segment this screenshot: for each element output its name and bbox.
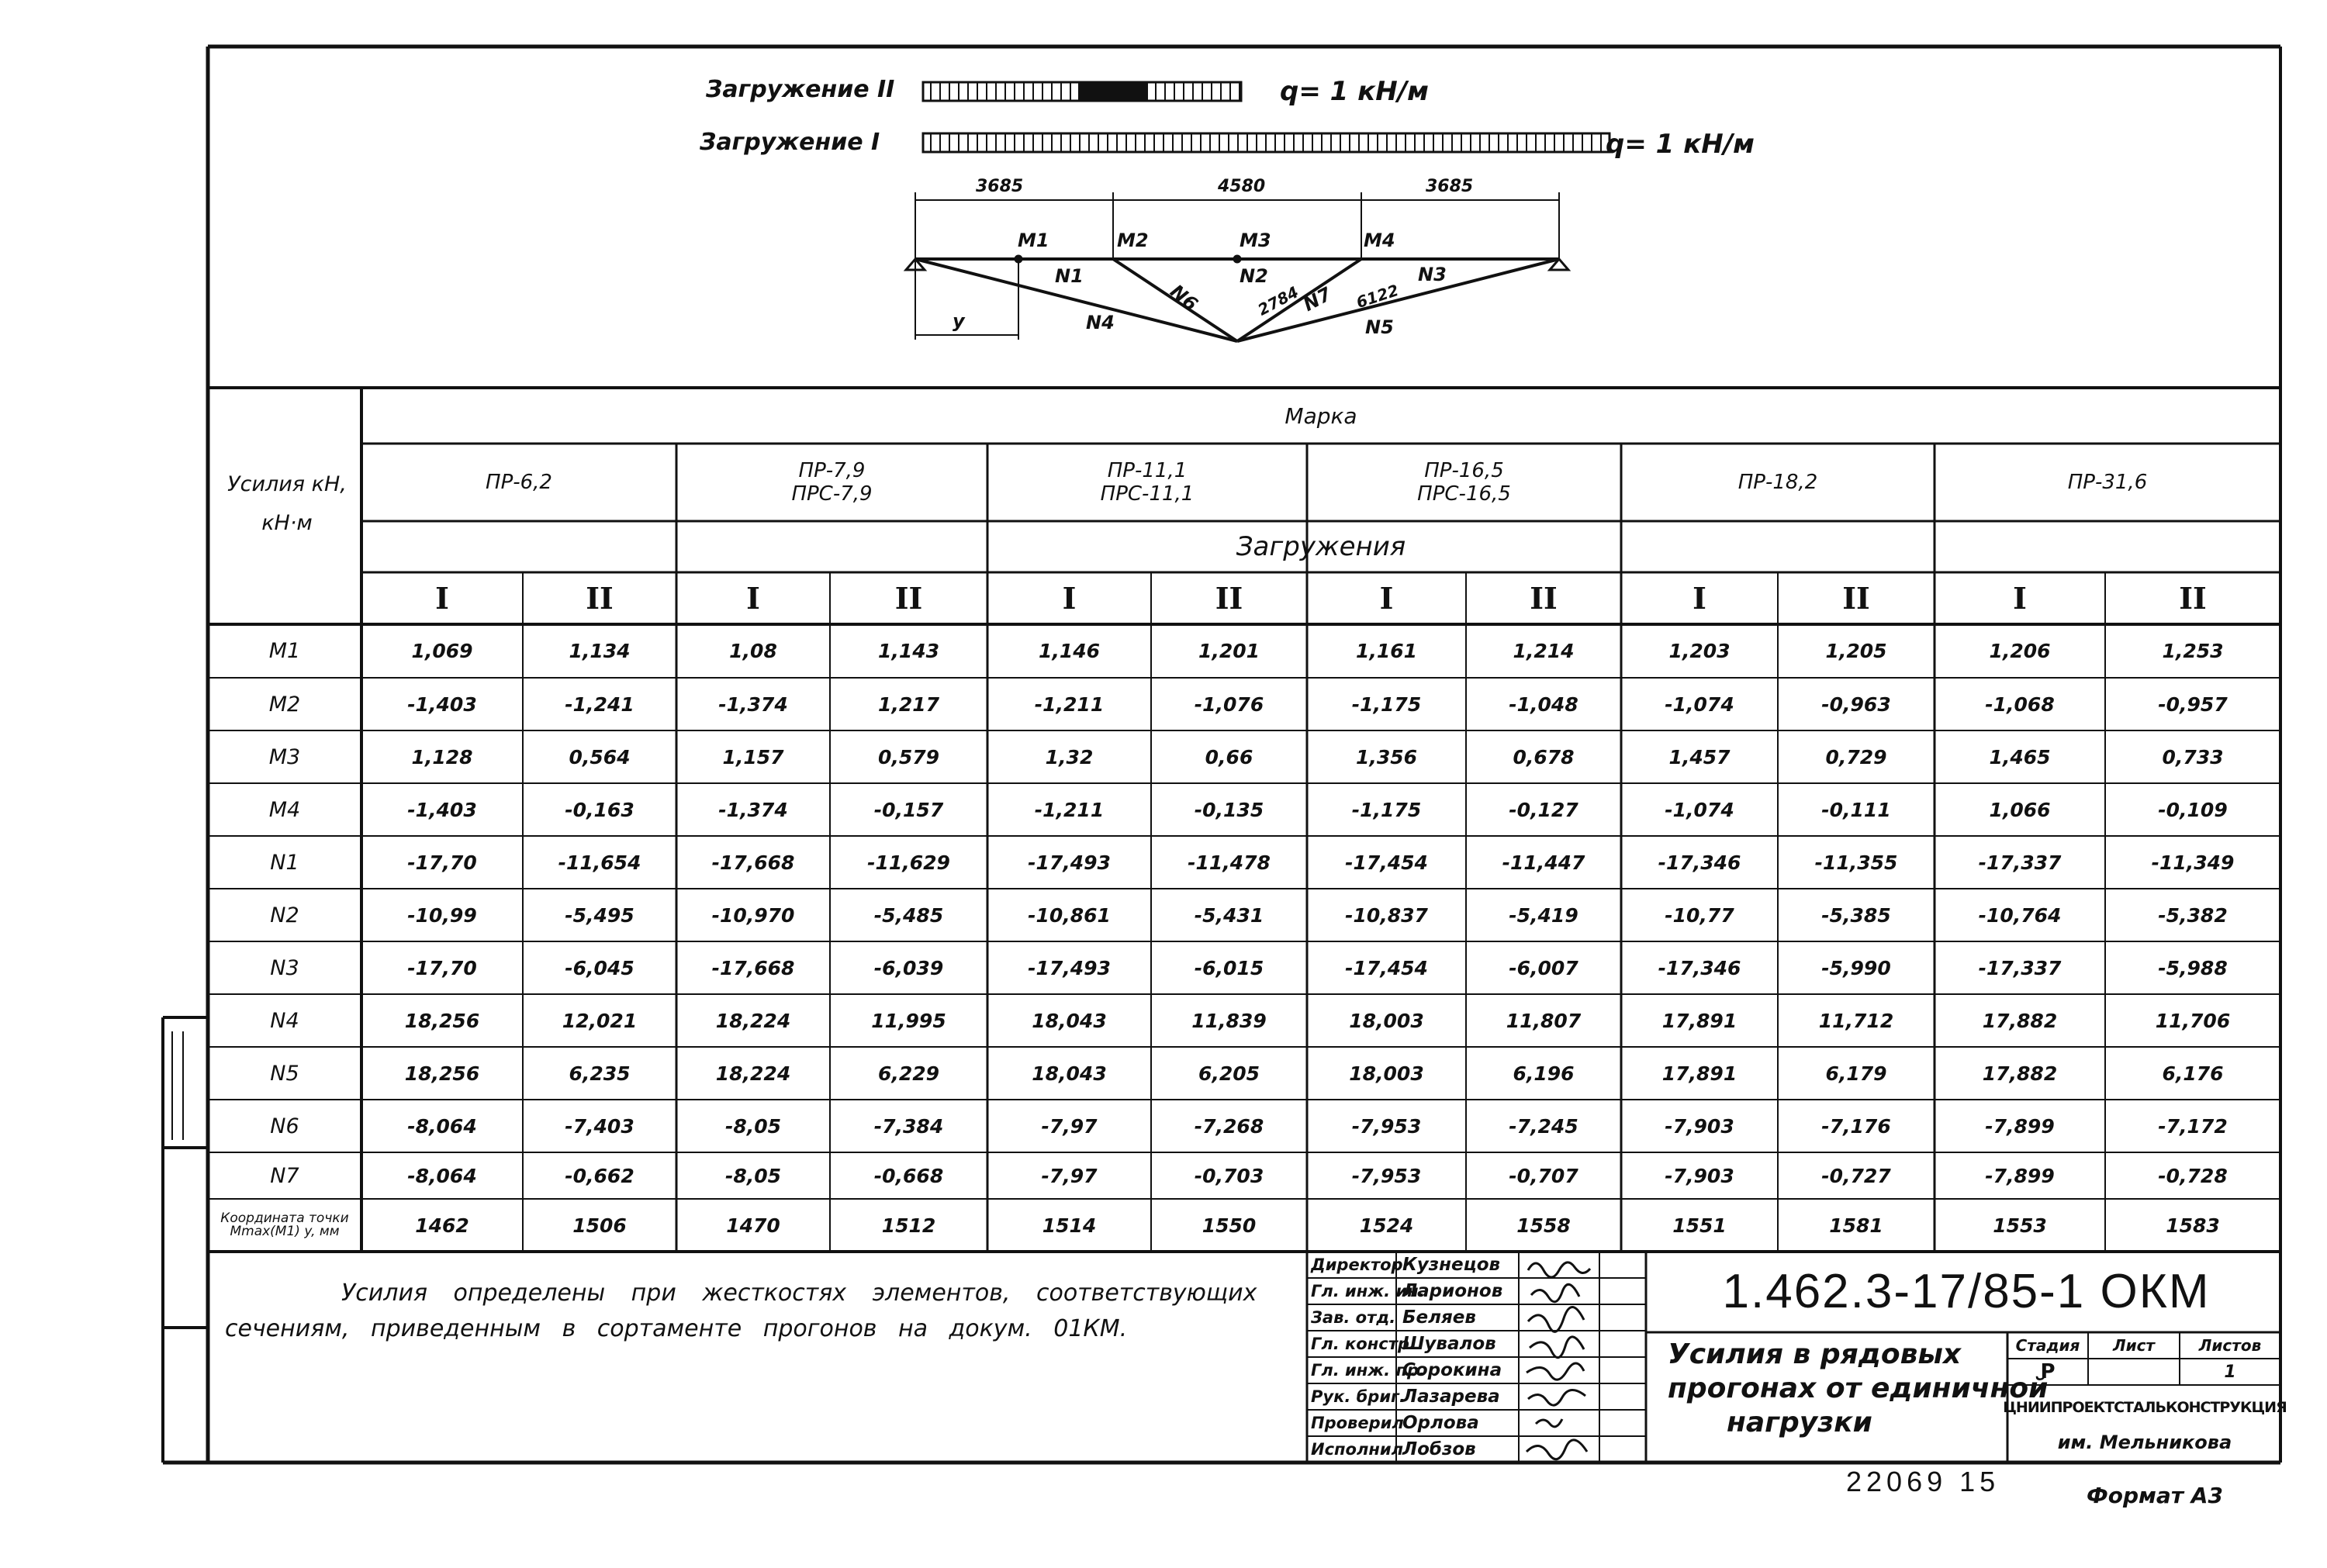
format-label: Формат А3	[2087, 1483, 2223, 1508]
load-col-header: II	[894, 581, 923, 616]
drawing-title-line-3: нагрузки	[1727, 1407, 1872, 1438]
table-cell: -17,70	[407, 851, 477, 874]
table-cell: -8,064	[407, 1164, 477, 1187]
table-cell: -7,403	[565, 1114, 634, 1138]
sheet-value	[2088, 1359, 2180, 1385]
table-cell: -11,629	[867, 851, 950, 874]
mark-line-1: ПР-31,6	[2067, 471, 2148, 494]
table-cell: 1,253	[2162, 640, 2224, 662]
table-cell: -11,355	[1814, 851, 1898, 874]
load-col-header: I	[1693, 581, 1706, 616]
row-label: N5	[270, 1061, 299, 1086]
organization-name: ЦНИИПРОЕКТСТАЛЬКОНСТРУКЦИЯ	[2003, 1399, 2287, 1416]
table-cell: -0,668	[873, 1164, 944, 1187]
stamp-role: Исполнил	[1311, 1440, 1403, 1459]
mark-line-1: ПР-18,2	[1737, 471, 1818, 494]
table-cell: 0,733	[2162, 745, 2224, 768]
table-cell: -5,495	[565, 903, 634, 927]
table-cell: -8,064	[407, 1114, 477, 1138]
table-cell: 1470	[726, 1214, 780, 1237]
table-cell: 17,882	[1982, 1009, 2058, 1032]
loadings-header: Загружения	[1236, 531, 1406, 562]
table-cell: -1,403	[407, 798, 477, 821]
stamp-name: Ларионов	[1402, 1281, 1503, 1301]
table-cell: 1,32	[1045, 745, 1094, 768]
table-cell: 18,224	[715, 1062, 791, 1085]
organization-subtitle: им. Мельникова	[2057, 1432, 2232, 1453]
table-cell: -1,241	[565, 692, 634, 716]
table-cell: -17,346	[1658, 851, 1741, 874]
table-cell: -0,957	[2158, 692, 2228, 716]
stamp-name: Шувалов	[1402, 1334, 1496, 1354]
table-cell: 0,678	[1513, 745, 1575, 768]
truss-diagram	[906, 192, 1568, 341]
table-cell: -7,172	[2158, 1114, 2228, 1138]
label-M2: M2	[1117, 230, 1149, 251]
stamp-role: Директор	[1311, 1255, 1403, 1274]
stamp-name: Лазарева	[1402, 1387, 1500, 1407]
stamp-role: Проверил	[1311, 1414, 1404, 1432]
row-label: M2	[268, 692, 301, 717]
table-cell: 1462	[415, 1214, 469, 1237]
drawing-title-line-1: Усилия в рядовых	[1668, 1338, 1962, 1370]
table-cell: 6,205	[1198, 1062, 1260, 1085]
mark-header	[361, 444, 676, 521]
table-cell: -0,727	[1821, 1164, 1891, 1187]
table-cell: 1,457	[1668, 745, 1731, 768]
table-cell: -1,076	[1194, 692, 1264, 716]
forces-header: Усилия кН, кН·м	[227, 472, 347, 535]
table-cell: -1,211	[1034, 692, 1105, 716]
table-cell: -0,109	[2158, 798, 2228, 821]
table-cell: -1,068	[1985, 692, 2055, 716]
q-II-label: q= 1 кН/м	[1280, 76, 1429, 107]
load-col-header: I	[435, 581, 449, 616]
load-col-header: I	[2013, 581, 2027, 616]
row-label: M1	[268, 639, 301, 663]
table-cell: -7,176	[1821, 1114, 1891, 1138]
mark-line-2: ПРС-11,1	[1100, 482, 1195, 506]
mark-header	[1621, 444, 1935, 521]
table-cell: -0,111	[1821, 798, 1891, 821]
table-cell: 1583	[2166, 1214, 2220, 1237]
table-cell: -7,268	[1194, 1114, 1264, 1138]
table-cell: -10,764	[1978, 903, 2062, 927]
table-cell: 11,807	[1506, 1009, 1582, 1032]
table-cell: 1512	[881, 1214, 936, 1237]
table-cell: -17,668	[711, 956, 795, 979]
label-N4: N4	[1086, 312, 1115, 333]
stamp-name: Лобзов	[1402, 1439, 1476, 1459]
table-cell: -17,454	[1345, 851, 1428, 874]
table-cell: -0,707	[1509, 1164, 1578, 1187]
load-col-header: II	[586, 581, 614, 616]
table-cell: 6,196	[1513, 1062, 1575, 1085]
dim-right: 3685	[1426, 177, 1474, 196]
stamp-role: Гл. констр.	[1311, 1335, 1416, 1353]
table-cell: -17,668	[711, 851, 795, 874]
table-cell: -8,05	[724, 1164, 782, 1187]
load-col-header: II	[1215, 581, 1243, 616]
load-col-header: I	[746, 581, 760, 616]
table-cell: 1,203	[1668, 640, 1731, 662]
table-cell: 6,179	[1825, 1062, 1887, 1085]
load-I-label: Загружение I	[700, 129, 880, 156]
table-cell: 1,128	[411, 745, 473, 768]
table-cell: -1,403	[407, 692, 477, 716]
mark-line-1: ПР-16,5	[1424, 459, 1504, 482]
table-cell: -17,337	[1978, 851, 2062, 874]
row-label: N3	[270, 955, 299, 980]
table-cell: 11,995	[871, 1009, 946, 1032]
table-cell: -0,127	[1509, 798, 1578, 821]
table-cell: -1,374	[718, 692, 788, 716]
table-cell: 1,069	[411, 640, 473, 662]
table-cell: 0,564	[569, 745, 631, 768]
label-N5: N5	[1365, 316, 1394, 338]
mark-header	[1935, 444, 2280, 521]
label-M1: M1	[1018, 230, 1049, 251]
table-cell: -5,990	[1821, 956, 1891, 979]
footer-number: 22069 15	[1846, 1466, 2000, 1497]
label-N3: N3	[1418, 264, 1447, 285]
table-cell: -10,837	[1345, 903, 1428, 927]
table-cell: -6,015	[1194, 956, 1264, 979]
table-cell: 1514	[1042, 1214, 1097, 1237]
table-cell: 1,356	[1355, 745, 1418, 768]
table-cell: -1,211	[1034, 798, 1105, 821]
table-cell: 17,882	[1982, 1062, 2058, 1085]
load-col-header: II	[2179, 581, 2207, 616]
table-cell: -10,970	[711, 903, 795, 927]
table-cell: -6,045	[565, 956, 634, 979]
mark-header	[676, 444, 987, 521]
table-cell: 18,256	[404, 1009, 480, 1032]
table-cell: -17,493	[1028, 956, 1111, 979]
table-cell: 6,229	[877, 1062, 940, 1085]
table-cell: 18,043	[1032, 1009, 1107, 1032]
stamp-role: Рук. бриг.	[1311, 1387, 1406, 1406]
stamp-role: Гл. инж. пр.	[1311, 1361, 1425, 1380]
row-label: M3	[268, 744, 301, 769]
table-cell: 0,729	[1825, 745, 1887, 768]
row-label: N1	[270, 850, 299, 875]
dim-6122: 6122	[1354, 280, 1402, 313]
dim-mid: 4580	[1218, 177, 1266, 196]
table-cell: 18,003	[1349, 1062, 1424, 1085]
mark-line-1: ПР-11,1	[1107, 459, 1188, 482]
table-cell: -7,903	[1665, 1164, 1734, 1187]
table-cell: -7,953	[1351, 1164, 1422, 1187]
table-cell: 1,214	[1513, 640, 1575, 662]
label-M3: M3	[1240, 230, 1271, 251]
label-M4: M4	[1364, 230, 1395, 251]
table-cell: -5,988	[2158, 956, 2228, 979]
stamp-name: Беляев	[1402, 1307, 1476, 1328]
stamp-name: Орлова	[1402, 1413, 1479, 1433]
table-cell: -7,97	[1041, 1114, 1098, 1138]
table-cell: -7,97	[1041, 1164, 1098, 1187]
table-cell: -0,963	[1821, 692, 1891, 716]
table-cell: -7,903	[1665, 1114, 1734, 1138]
dim-y: y	[953, 310, 965, 332]
table-cell: 1,205	[1825, 640, 1887, 662]
table-cell: 18,043	[1032, 1062, 1107, 1085]
table-cell: -17,454	[1345, 956, 1428, 979]
table-cell: 11,839	[1191, 1009, 1267, 1032]
table-cell: 1550	[1202, 1214, 1257, 1237]
table-cell: 1,201	[1198, 640, 1260, 662]
table-cell: -5,485	[873, 903, 944, 927]
row-label: Координата точки Mmax(M1) y, мм	[220, 1211, 349, 1239]
table-cell: 1553	[1993, 1214, 2047, 1237]
table-cell: -17,346	[1658, 956, 1741, 979]
label-N2: N2	[1240, 265, 1268, 287]
row-label: N7	[270, 1163, 299, 1188]
stage-label: Стадия	[2015, 1336, 2080, 1355]
mark-line-2: ПРС-7,9	[791, 482, 873, 506]
mark-header	[987, 444, 1307, 521]
stamp-role: Гл. инж. ин.	[1311, 1282, 1425, 1300]
table-cell: 12,021	[562, 1009, 638, 1032]
q-I-label: q= 1 кН/м	[1606, 129, 1755, 160]
table-cell: 1,465	[1989, 745, 2051, 768]
table-cell: 1506	[572, 1214, 627, 1237]
table-cell: -0,163	[565, 798, 634, 821]
table-cell: -17,70	[407, 956, 477, 979]
row-label: N6	[270, 1114, 299, 1138]
table-cell: -0,728	[2158, 1164, 2228, 1187]
table-cell: 1,146	[1038, 640, 1101, 662]
table-cell: -5,382	[2158, 903, 2228, 927]
table-cell: -1,175	[1351, 798, 1422, 821]
stamp-name: Кузнецов	[1402, 1255, 1501, 1275]
document-code: 1.462.3-17/85-1 ОКМ	[1722, 1264, 2211, 1318]
load-II-label: Загружение II	[706, 76, 895, 103]
mark-header	[1307, 444, 1621, 521]
load-col-header: II	[1530, 581, 1558, 616]
table-cell: -1,048	[1509, 692, 1578, 716]
mark-line-2: ПРС-16,5	[1417, 482, 1511, 506]
table-cell: 6,235	[569, 1062, 631, 1085]
table-cell: 0,66	[1205, 745, 1253, 768]
table-cell: 1581	[1829, 1214, 1883, 1237]
table-cell: -7,953	[1351, 1114, 1422, 1138]
table-cell: -7,384	[873, 1114, 944, 1138]
table-cell: -0,703	[1194, 1164, 1264, 1187]
table-cell: 11,706	[2155, 1009, 2231, 1032]
table-cell: -7,245	[1509, 1114, 1578, 1138]
table-cell: 1,206	[1989, 640, 2051, 662]
table-cell: -1,374	[718, 798, 788, 821]
table-cell: -6,007	[1509, 956, 1578, 979]
label-N7: N7	[1299, 283, 1336, 316]
row-label: N2	[270, 903, 299, 927]
table-cell: 1,143	[877, 640, 940, 662]
table-cell: -11,349	[2151, 851, 2235, 874]
table-cell: -1,074	[1665, 798, 1734, 821]
table-cell: 1,08	[729, 640, 777, 662]
table-cell: -1,074	[1665, 692, 1734, 716]
table-cell: 1,134	[569, 640, 631, 662]
table-cell: 1,066	[1989, 798, 2051, 821]
table-cell: 1,217	[877, 692, 940, 716]
table-cell: -17,337	[1978, 956, 2062, 979]
drawing-title-line-2: прогонах от единичной	[1668, 1373, 2049, 1404]
table-cell: -11,447	[1502, 851, 1585, 874]
dim-2784: 2784	[1254, 282, 1302, 319]
mark-line-1: ПР-6,2	[486, 471, 552, 494]
sheets-label: Листов	[2198, 1336, 2262, 1355]
mark-line-1: ПР-7,9	[798, 459, 866, 482]
table-cell: -1,175	[1351, 692, 1422, 716]
label-N6: N6	[1166, 280, 1202, 316]
table-cell: -0,135	[1194, 798, 1264, 821]
table-cell: 17,891	[1661, 1062, 1737, 1085]
table-cell: 1524	[1359, 1214, 1414, 1237]
table-cell: -7,899	[1985, 1164, 2055, 1187]
note-line-2: сечениям, приведенным в сортаменте прогонов на докум. 01КМ.	[225, 1315, 1128, 1342]
stamp-name: Сорокина	[1402, 1360, 1502, 1380]
sheets-value: 1	[2224, 1362, 2236, 1382]
table-cell: 0,579	[877, 745, 940, 768]
table-cell: 1,157	[722, 745, 784, 768]
load-col-header: I	[1379, 581, 1394, 616]
table-cell: -0,157	[873, 798, 944, 821]
table-cell: -5,431	[1194, 903, 1264, 927]
table-cell: -10,861	[1028, 903, 1111, 927]
table-cell: -11,478	[1188, 851, 1271, 874]
load-col-header: II	[1842, 581, 1870, 616]
table-cell: -5,385	[1821, 903, 1891, 927]
row-label: M4	[268, 797, 301, 822]
table-cell: -8,05	[724, 1114, 782, 1138]
table-cell: 1551	[1672, 1214, 1727, 1237]
table-cell: -10,77	[1665, 903, 1734, 927]
table-cell: -7,899	[1985, 1114, 2055, 1138]
signatures-graphic	[1520, 1252, 1613, 1463]
table-cell: 18,256	[404, 1062, 480, 1085]
table-cell: 18,224	[715, 1009, 791, 1032]
sheet-label: Лист	[2112, 1336, 2156, 1355]
table-cell: 1558	[1516, 1214, 1571, 1237]
label-N1: N1	[1055, 265, 1084, 287]
table-cell: 11,712	[1818, 1009, 1894, 1032]
load-col-header: I	[1062, 581, 1077, 616]
table-cell: -10,99	[407, 903, 477, 927]
table-cell: -11,654	[558, 851, 641, 874]
table-cell: 6,176	[2162, 1062, 2224, 1085]
table-cell: 17,891	[1661, 1009, 1737, 1032]
table-cell: 1,161	[1355, 640, 1418, 662]
table-cell: -6,039	[873, 956, 944, 979]
table-cell: 18,003	[1349, 1009, 1424, 1032]
dim-left: 3685	[976, 177, 1024, 196]
row-label: N4	[270, 1008, 299, 1033]
stamp-role: Зав. отд.	[1311, 1308, 1396, 1327]
table-cell: -17,493	[1028, 851, 1111, 874]
marka-header: Марка	[1285, 402, 1357, 429]
table-cell: -0,662	[565, 1164, 634, 1187]
stage-value: Р	[2040, 1360, 2056, 1383]
table-cell: -5,419	[1509, 903, 1578, 927]
note-line-1: Усилия определены при жесткостях элементов, соответствующих	[341, 1280, 1257, 1307]
